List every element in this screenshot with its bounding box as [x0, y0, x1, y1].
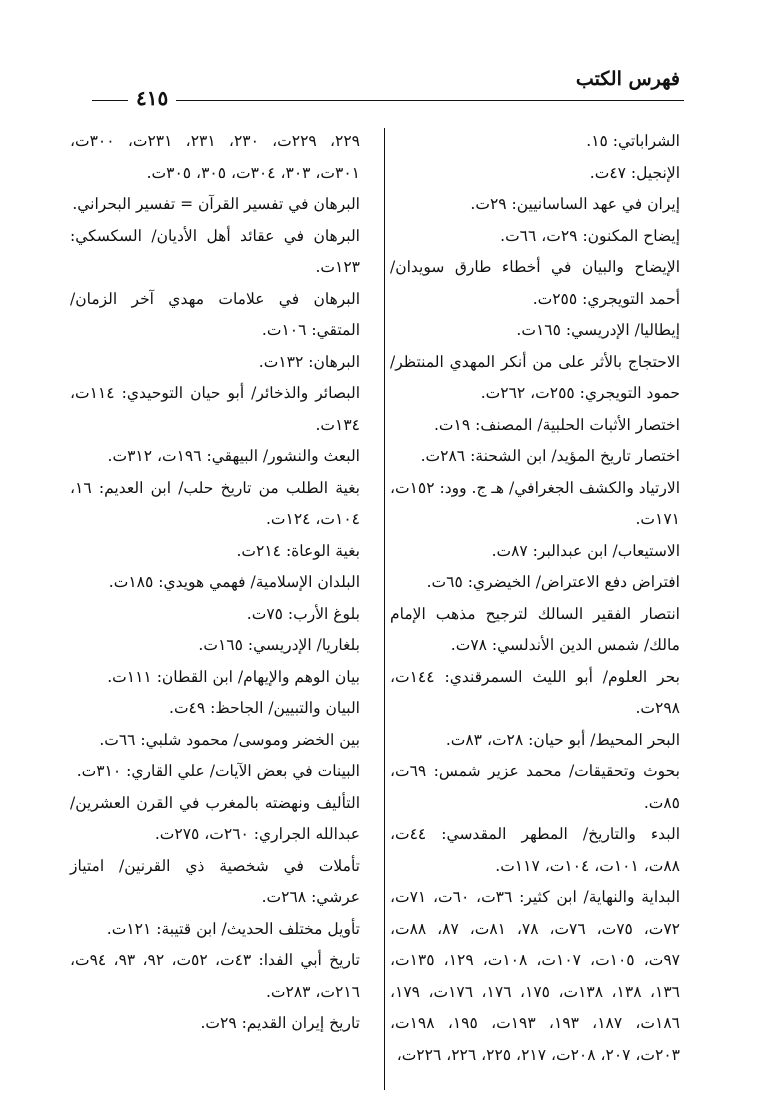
index-entry: البصائر والذخائر/ أبو حيان التوحيدي: ١١٤ت، ١٣٤ت.	[70, 384, 360, 434]
index-entry: بغية الوعاة: ٢١٤ت.	[236, 541, 360, 560]
index-entry: إيطاليا/ الإدريسي: ١٦٥ت.	[516, 321, 680, 339]
index-entry: البعث والنشور/ البيهقي: ١٩٦ت، ٣١٢ت.	[107, 447, 360, 465]
index-entry: إيران في عهد الساسانيين: ٢٩ت.	[470, 195, 680, 213]
index-entry: البرهان في علامات مهدي آخر الزمان/ المتقي: ١٠٦ت.	[70, 289, 360, 339]
index-entry: بلغاريا/ الإدريسي: ١٦٥ت.	[198, 636, 360, 654]
index-entry: الاحتجاج بالأثر على من أنكر المهدي المنتظر/ حمود التويجري: ٢٥٥ت، ٢٦٢ت.	[390, 352, 680, 402]
index-entry: الارتياد والكشف الجغرافي/ هـ ج. وود: ١٥٢ت، ١٧١ت.	[389, 478, 680, 528]
index-entry: البدء والتاريخ/ المطهر المقدسي: ٤٤ت، ٨٨ت، ١٠١ت، ١٠٤ت، ١١٧ت.	[390, 825, 680, 875]
index-entry: الاستيعاب/ ابن عبدالبر: ٨٧ت.	[491, 541, 680, 560]
page-number: ٤١٥	[128, 88, 176, 108]
index-entry: بحوث وتحقيقات/ محمد عزير شمس: ٦٩ت، ٨٥ت.	[390, 762, 680, 812]
header-rule	[92, 100, 684, 101]
index-entry: بلوغ الأرب: ٧٥ت.	[246, 604, 360, 623]
index-column-left	[70, 126, 360, 1040]
index-entry: البينات في بعض الآيات/ علي القاري: ٣١٠ت.	[76, 762, 360, 780]
index-entry: الشراباتي: ١٥.	[586, 132, 680, 150]
index-entry: بيان الوهم والإيهام/ ابن القطان: ١١١ت.	[107, 667, 360, 686]
index-entry: إيضاح المكنون: ٢٩ت، ٦٦ت.	[500, 226, 680, 245]
index-entry: البداية والنهاية/ ابن كثير: ٣٦ت، ٦٠ت، ٧١ت، ٧٢ت، ٧٥ت، ٧٦ت، ٧٨، ٨١ت، ٨٧، ٨٨ت، ٩٧ت، ١٠٥ت، ١٠٧ت، ١٠٨ت، ١٢٩، ١٣٥ت، ١٣٦، ١٣٨، ١٣٨ت، ١٧٥، ١٧٦، ١٧٦ت، ١٧٩، ١٨٦ت، ١٨٧، ١٩٣، ١٩٣ت، ١٩٥، ١٩٨ت، ٢٠٣ت، ٢٠٧، ٢٠٨ت، ٢١٧، ٢٢٥، ٢٢٦، ٢٢٦ت،	[390, 888, 681, 1064]
index-entry: التأليف ونهضته بالمغرب في القرن العشرين/ عبدالله الجراري: ٢٦٠ت، ٢٧٥ت.	[70, 793, 360, 843]
index-column-right	[390, 126, 680, 1071]
index-entry: تاريخ إيران القديم: ٢٩ت.	[200, 1014, 360, 1032]
index-entry: اختصار الأثبات الحلبية/ المصنف: ١٩ت.	[434, 415, 680, 434]
index-entry: البرهان: ١٣٢ت.	[258, 352, 360, 371]
index-entry: تاريخ أبي الفدا: ٤٣ت، ٥٢ت، ٩٢، ٩٣، ٩٤ت، ٢١٦ت، ٢٨٣ت.	[70, 951, 360, 1001]
index-entry: الإيضاح والبيان في أخطاء طارق سويدان/ أحمد التويجري: ٢٥٥ت.	[390, 258, 680, 308]
index-entry: اختصار تاريخ المؤيد/ ابن الشحنة: ٢٨٦ت.	[420, 447, 680, 465]
page-title: فهرس الكتب	[575, 68, 680, 90]
column-divider	[384, 128, 385, 1090]
index-entry: افتراض دفع الاعتراض/ الخيضري: ٦٥ت.	[426, 573, 680, 591]
index-entry: البلدان الإسلامية/ فهمي هويدي: ١٨٥ت.	[108, 573, 360, 591]
index-entry: ٢٢٩، ٢٢٩ت، ٢٣٠، ٢٣١، ٢٣١ت، ٣٠٠ت، ٣٠١ت، ٣٠٣، ٣٠٤ت، ٣٠٥، ٣٠٥ت.	[70, 132, 360, 182]
index-entry: البرهان في عقائد أهل الأديان/ السكسكي: ١٢٣ت.	[70, 226, 360, 276]
index-entry: البحر المحيط/ أبو حيان: ٢٨ت، ٨٣ت.	[445, 730, 680, 749]
index-entry: بين الخضر وموسى/ محمود شلبي: ٦٦ت.	[99, 730, 360, 749]
index-entry: تأويل مختلف الحديث/ ابن قتيبة: ١٢١ت.	[106, 919, 360, 938]
index-entry: البرهان في تفسير القرآن = تفسير البحراني.	[72, 195, 360, 213]
index-entry: الإنجيل: ٤٧ت.	[589, 163, 680, 182]
index-entry: بغية الطلب من تاريخ حلب/ ابن العديم: ١٦، ١٠٤ت، ١٢٤ت.	[70, 478, 360, 528]
index-entry: تأملات في شخصية ذي القرنين/ امتياز عرشي: ٢٦٨ت.	[70, 856, 360, 906]
index-entry: بحر العلوم/ أبو الليث السمرقندي: ١٤٤ت، ٢٩٨ت.	[390, 667, 680, 717]
index-entry: انتصار الفقير السالك لترجيح مذهب الإمام مالك/ شمس الدين الأندلسي: ٧٨ت.	[390, 604, 680, 654]
index-entry: البيان والتبيين/ الجاحظ: ٤٩ت.	[169, 699, 360, 717]
